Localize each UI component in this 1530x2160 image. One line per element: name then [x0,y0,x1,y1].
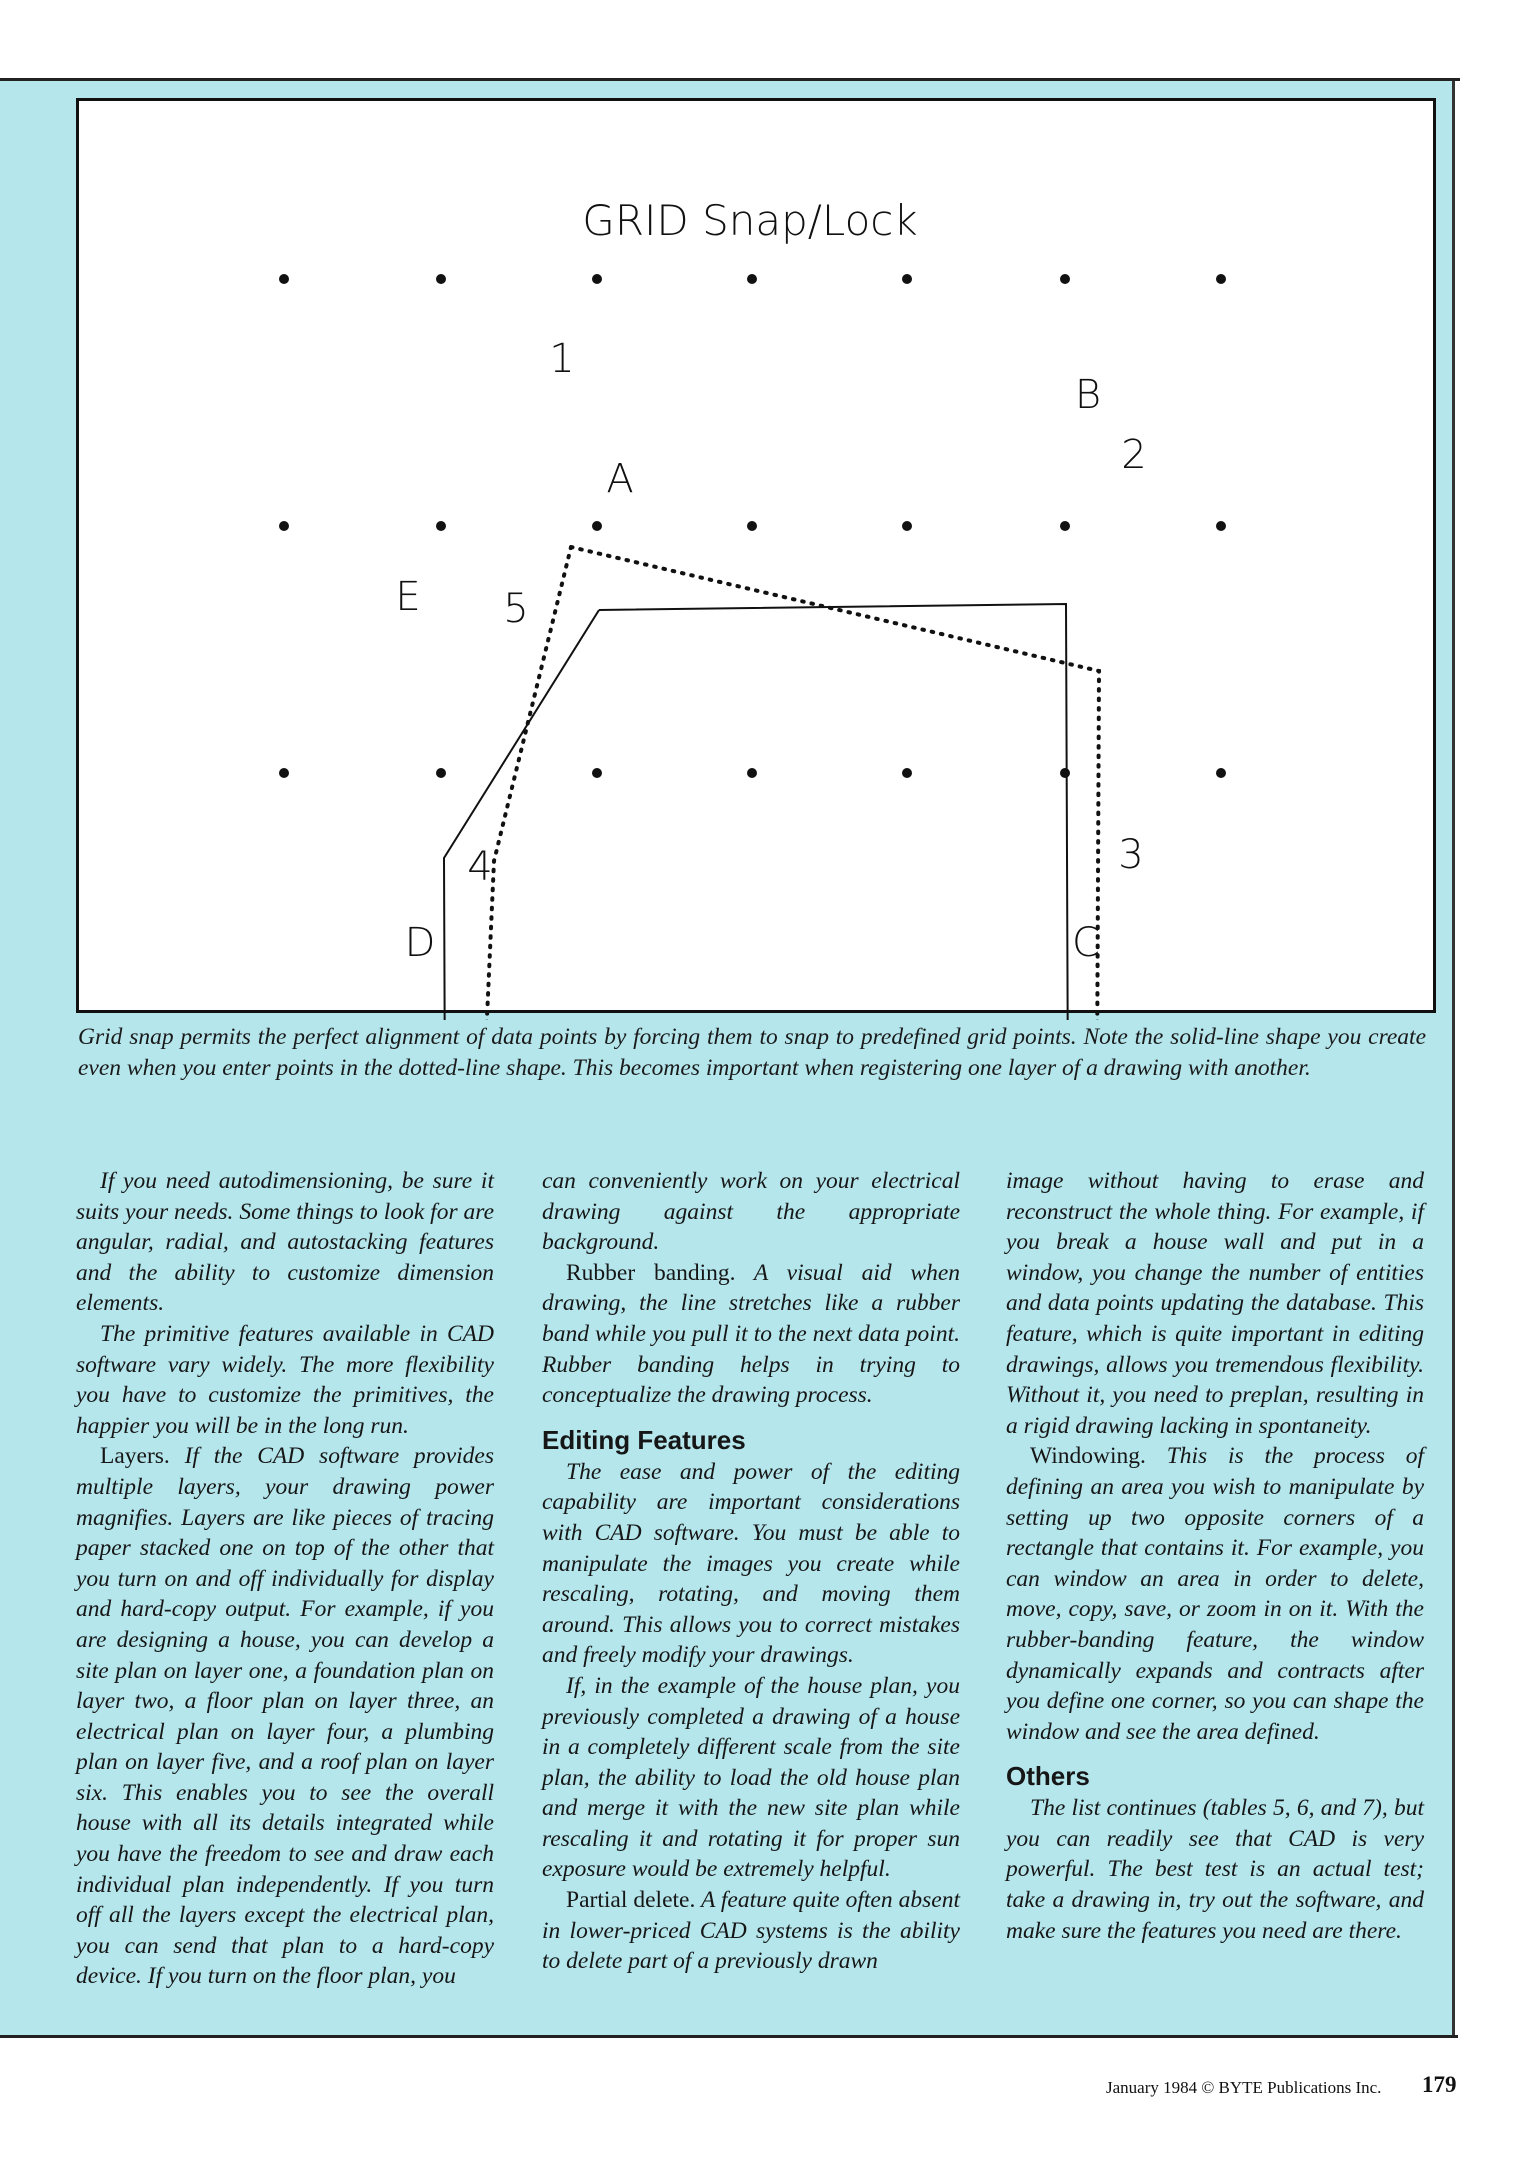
dotted-shape [477,547,1099,1020]
paragraph [1006,1166,1424,1441]
grid-dot [436,274,446,284]
label-vertex-b: B [1074,372,1102,418]
footer-credit: January 1984 © BYTE Publications Inc. [1106,2078,1382,2097]
paragraph-text: The primitive features available in CAD software vary widely. The more flexibility you have to customize the primitives, the happier you will be in the long run. [76,1320,494,1439]
solid-shape [444,604,1069,1020]
grid-dot [279,768,289,778]
figure-caption: Grid snap permits the perfect alignment of data points by forcing them to snap to predefined grid points. Note the solid-line shape you create even when you enter points in the dotted-line shape. This becomes important when registering one layer of a drawing with another. [78,1024,1426,1081]
grid-dot [902,274,912,284]
grid-dot [592,521,602,531]
run-in-heading: Rubber banding. [566,1259,736,1286]
label-point-4: 4 [467,844,493,890]
grid-dot [1216,521,1226,531]
label-point-1: 1 [549,336,575,382]
label-point-5: 5 [503,586,529,632]
paragraph-text: The list continues (tables 5, 6, and 7), but you can readily see that CAD is very powerful. The best test is an actual test; take a drawing in, try out the software, and make sure the features you need are there. [1006,1795,1424,1944]
paragraph-text: If, in the example of the house plan, you previously completed a drawing of a house in a completely different scale from the site plan, the ability to load the old house plan and merge it with the new site plan while rescaling it and rotating it for proper sun exposure would be extremely helpful. [542,1672,960,1883]
paragraph-text: If you need autodimensioning, be sure it suits your needs. Some things to look for are angular, radial, and autostacking features and the ability to customize dimension elements. [76,1168,494,1317]
grid-snap-figure [0,0,1530,1020]
paragraph [542,1457,960,1671]
section-heading: Others [1006,1761,1090,1792]
run-in-heading: Layers. [100,1443,170,1470]
article-column-1 [76,1166,494,1992]
label-point-2: 2 [1121,432,1147,478]
paragraph [542,1166,960,1258]
section-heading: Editing Features [542,1424,746,1455]
grid-dot [1060,521,1070,531]
grid-dot [436,521,446,531]
paragraph [1006,1441,1424,1747]
label-point-3: 3 [1118,832,1144,878]
article-column-2 [542,1166,960,1977]
paragraph [542,1671,960,1885]
grid-dot [747,521,757,531]
paragraph-text: This is the process of defining an area you wish to manipulate by setting up two opposite corners of a rectangle that contains it. For example, you can window an area in order to delete, move, copy, save, or zoom in on it. With the rubber-banding feature, the window dynamically expands and contracts after you define one corner, so you can shape the window and see the area defined. [1006,1443,1424,1745]
article-column-3 [1006,1166,1424,1946]
grid-dot [902,768,912,778]
grid-dot [1216,768,1226,778]
grid-dot [1060,768,1070,778]
grid-dot [436,768,446,778]
paragraph-text: A visual aid when drawing, the line stretches like a rubber band while you pull it to the next data point. Rubber banding helps in trying to conceptualize the drawing process. [542,1259,960,1409]
grid-dot [279,274,289,284]
page-number: 179 [1422,2072,1457,2097]
paragraph [1006,1793,1424,1946]
label-vertex-c: C [1072,920,1100,966]
paragraph-text: can conveniently work on your electrical drawing against the appropriate background. [542,1168,960,1256]
paragraph-text: A feature quite often absent in lower-priced CAD systems is the ability to delete part of a previously drawn [542,1887,960,1975]
grid-dot [902,521,912,531]
paragraph [76,1319,494,1441]
grid-dot [747,274,757,284]
grid-dot [1060,274,1070,284]
run-in-heading: Partial delete. [566,1887,696,1914]
paragraph-text: If the CAD software provides multiple layers, your drawing power magnifies. Layers are like pieces of tracing paper stacked one on top of the other that you turn on and off individually for display and hard-copy output. For example, if you are designing a house, you can develop a site plan on layer one, a foundation plan on layer two, a floor plan on layer three, an electrical plan on layer four, a plumbing plan on layer five, and a roof plan on layer six. This enables you to see the overall house with all its details integrated while you have the freedom to see and draw each individual plan independently. If you turn off all the layers except the electrical plan, you can send that plan to a hard-copy device. If you turn on the floor plan, you [76,1443,494,1990]
paragraph [76,1166,494,1319]
paragraph [542,1885,960,1977]
paragraph-text: image without having to erase and reconstruct the whole thing. For example, if you break a house wall and put in a window, you change the number of entities and data points updating the database. This feature, which is quite important in editing drawings, allows you tremendous flexibility. Without it, you need to preplan, resulting in a rigid drawing lacking in spontaneity. [1006,1168,1424,1439]
paragraph [542,1258,960,1411]
figure-title: GRID Snap/Lock [582,196,918,245]
grid-dot [1216,274,1226,284]
run-in-heading: Windowing. [1030,1443,1146,1470]
paragraph-text: The ease and power of the editing capability are important considerations with CAD software. You must be able to manipulate the images you create while rescaling, rotating, and moving them around. This allows you to correct mistakes and freely modify your drawings. [542,1458,960,1669]
label-vertex-a: A [606,456,634,502]
paragraph [76,1441,494,1992]
grid-dot [592,768,602,778]
label-vertex-d: D [404,920,436,966]
grid-dot [747,768,757,778]
grid-dot [279,521,289,531]
grid-dot [592,274,602,284]
bottom-rule [0,2035,1458,2038]
label-vertex-e: E [395,574,421,620]
